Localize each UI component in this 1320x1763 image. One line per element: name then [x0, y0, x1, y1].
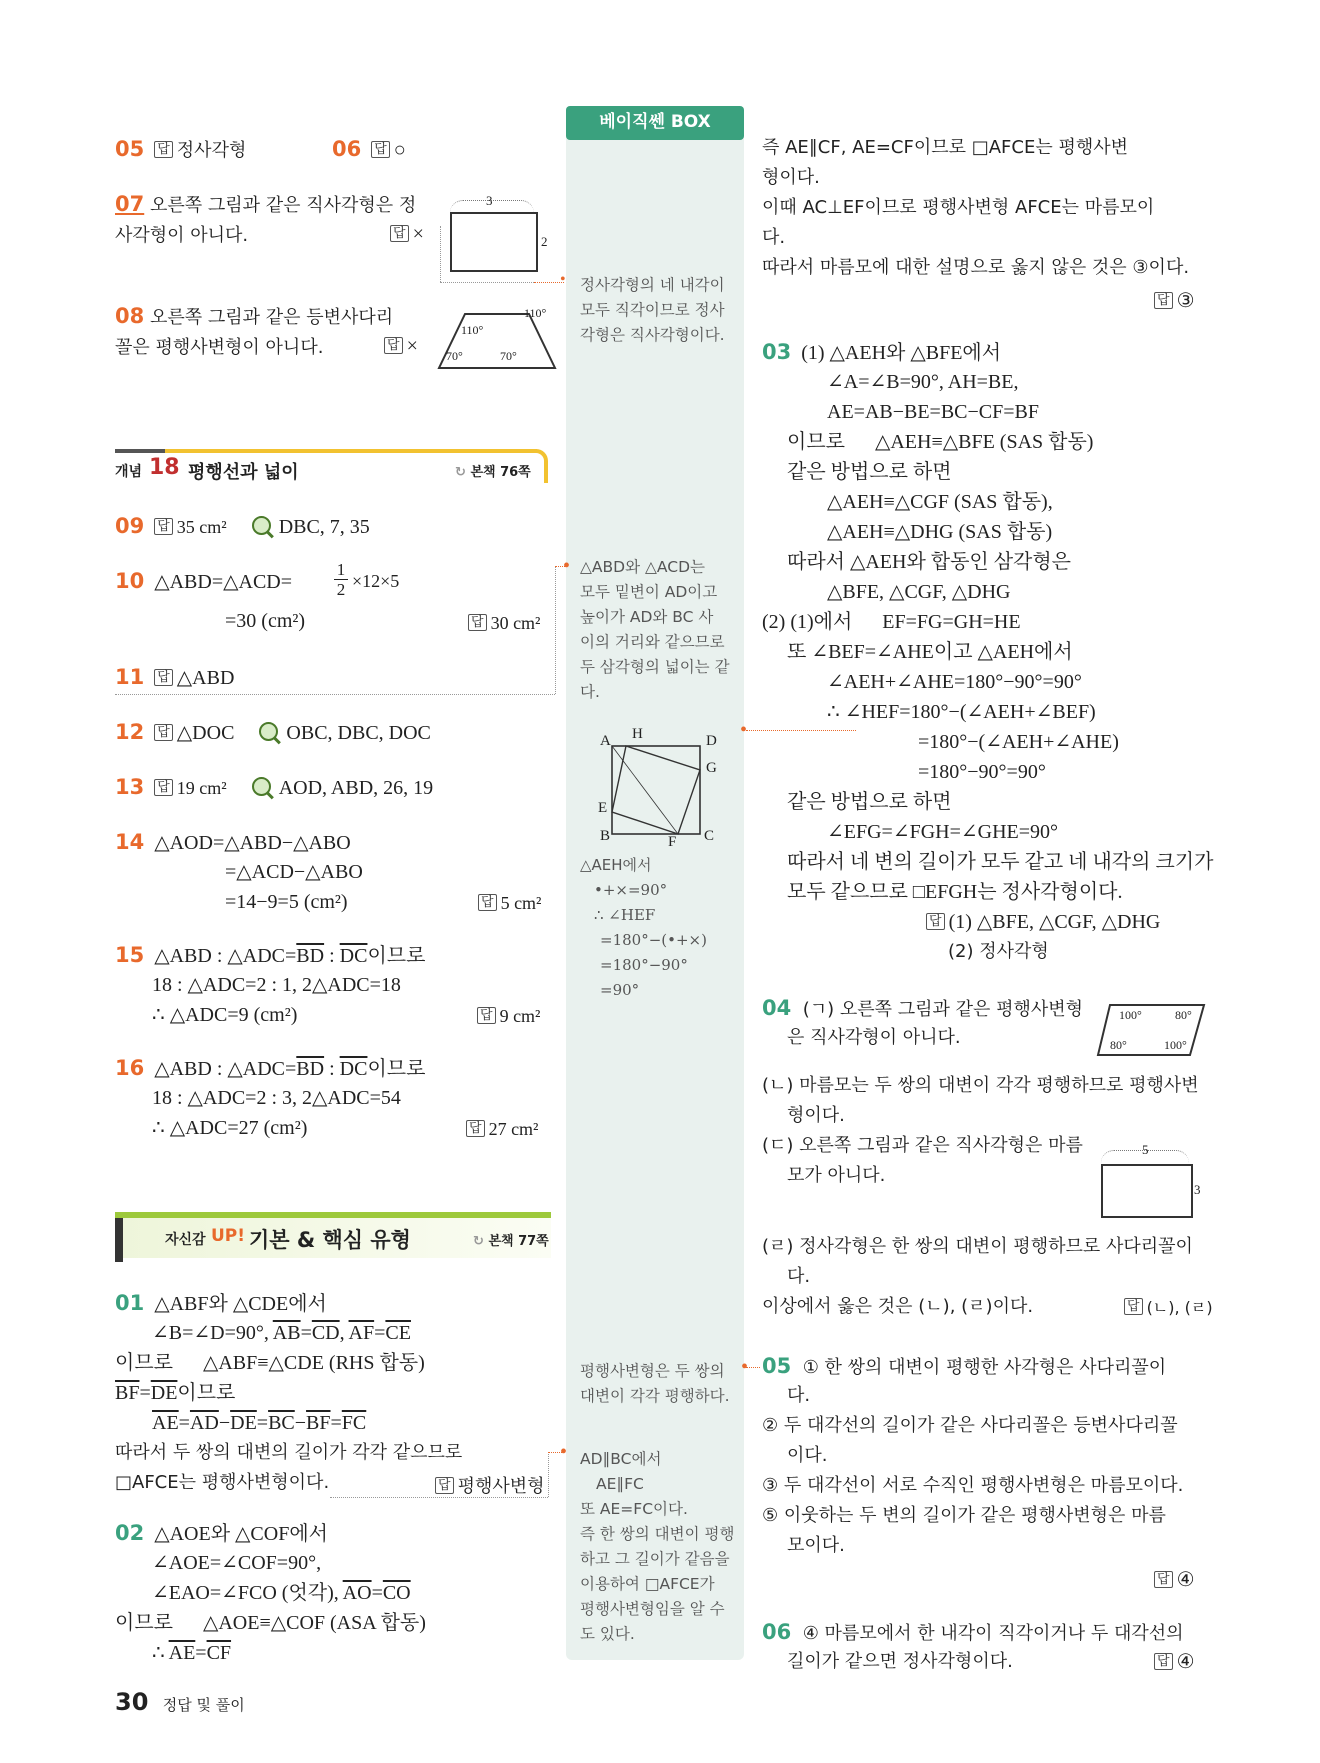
problem-13: 13 답 19 cm² AOD, ABD, 26, 19 [115, 772, 433, 803]
answer-06: 답 ④ [1154, 1647, 1195, 1677]
answer-05: 답 ④ [1154, 1565, 1195, 1595]
box-note-angle: △AEH에서 •+×=90° ∴ ∠HEF =180°−(•+×) =180°−90° =90° [580, 856, 707, 999]
problem-02: 02 △AOE와 △COF에서 [115, 1521, 328, 1545]
answer-03-1: 답 (1) △BFE, △CGF, △DHG [926, 907, 1160, 937]
problem-06-right: 06 ④ 마름모에서 한 내각이 직각이거나 두 대각선의 [762, 1620, 1184, 1644]
fraction-1-2: 1 2 [334, 560, 348, 599]
answer-10: 답 30 cm² [468, 611, 540, 634]
problem-03: 03 (1) △AEH와 △BFE에서 [762, 340, 1002, 364]
problem-16: 16 △ABD : $\triangle ADC=\overline{BD}$ : $\overline{DC}$이므로 [115, 1056, 426, 1080]
problem-11: 11 답 △ABD [115, 662, 234, 693]
box-note-parallelogram: 평행사변형은 두 쌍의 대변이 각각 평행하다. [580, 1362, 730, 1405]
page-ref-76[interactable]: ↻ 본책 76쪽 [455, 465, 531, 480]
problem-10: 10 △ABD=△ACD= [115, 569, 293, 593]
problem-05: 05 답 정사각형 [115, 134, 246, 166]
answer-icon [371, 141, 390, 158]
problem-09: 09 답 35 cm² DBC, 7, 35 [115, 511, 370, 542]
page-footer [115, 1688, 245, 1716]
problem-07: 07 오른쪽 그림과 같은 직사각형은 정 사각형이 아니다. [115, 192, 417, 246]
problem-01: 01 △ABF와 △CDE에서 [115, 1291, 327, 1315]
hint-magnifier-icon [252, 777, 271, 796]
figure-07-rectangle [450, 212, 538, 272]
problem-06: 06 답 ○ [332, 134, 406, 165]
answer-15: 답 9 cm² [477, 1004, 540, 1027]
box-note-afce: AD∥BC에서 AE∥FC 또 AE=FC이다. 즉 한 쌍의 대변이 평행 하고 그 길이가 같음을 이용하여 □AFCE가 평행사변형임을 알 수 도 있다. [580, 1450, 735, 1643]
answer-icon [154, 141, 173, 158]
basic-box-title: 베이직쎈 BOX [566, 106, 744, 140]
figure-04-rectangle [1101, 1164, 1193, 1218]
problem-12: 12 답 △DOC OBC, DBC, DOC [115, 717, 431, 748]
problem-15: 15 △ABD : $\triangle ADC=\overline{BD}$ : $\overline{DC}$이므로 [115, 943, 426, 967]
footer-label: 정답 및 풀이 [162, 1696, 245, 1714]
answer-01: 답 평행사변형 [435, 1472, 545, 1498]
answer-08: 답 × [384, 334, 418, 358]
page-number: 30 [115, 1688, 149, 1716]
hint-magnifier-icon [259, 722, 278, 741]
answer-02: 답 ③ [1154, 288, 1195, 313]
section-basic-core-header: 자신감 UP! 기본 & 핵심 유형 ↻ 본책 77쪽 [115, 1212, 551, 1262]
problem-08: 08 오른쪽 그림과 같은 등변사다리 꼴은 평행사변형이 아니다. [115, 304, 394, 358]
box-note-square: 정사각형의 네 내각이 모두 직각이므로 정사 각형은 직사각형이다. [580, 276, 725, 344]
hint-magnifier-icon [252, 516, 271, 535]
answer-07: 답 × [390, 222, 424, 246]
problem-02-continued: 즉 AE∥CF, AE=CF이므로 □AFCE는 평행사변 형이다. 이때 AC⊥EF이므로 평행사변형 AFCE는 마름모이 다. 따라서 마름모에 대한 설명으로 옳지 않은 것은 ③이다. [762, 137, 1190, 278]
answer-16: 답 27 cm² [466, 1117, 538, 1140]
answer-04: 답 (ㄴ), (ㄹ) [1124, 1292, 1213, 1323]
page-ref-77[interactable]: ↻ 본책 77쪽 [473, 1234, 549, 1249]
box-note-triangle-area: △ABD와 △ACD는 모두 밑변이 AD이고 높이가 AD와 BC 사 이의 거리와 같으므로 두 삼각형의 넓이는 같 다. [580, 558, 730, 701]
problem-04: 04 (ㄱ) 오른쪽 그림과 같은 평행사변형 [762, 996, 1084, 1020]
answer-14: 답 5 cm² [478, 891, 541, 914]
section-18-header: 개념 18 평행선과 넓이 ↻ 본책 76쪽 [115, 449, 547, 481]
problem-05-right: 05 ① 한 쌍의 대변이 평행한 사각형은 사다리꼴이 [762, 1354, 1167, 1378]
problem-14: 14 △AOD=△ABD−△ABO [115, 830, 351, 854]
